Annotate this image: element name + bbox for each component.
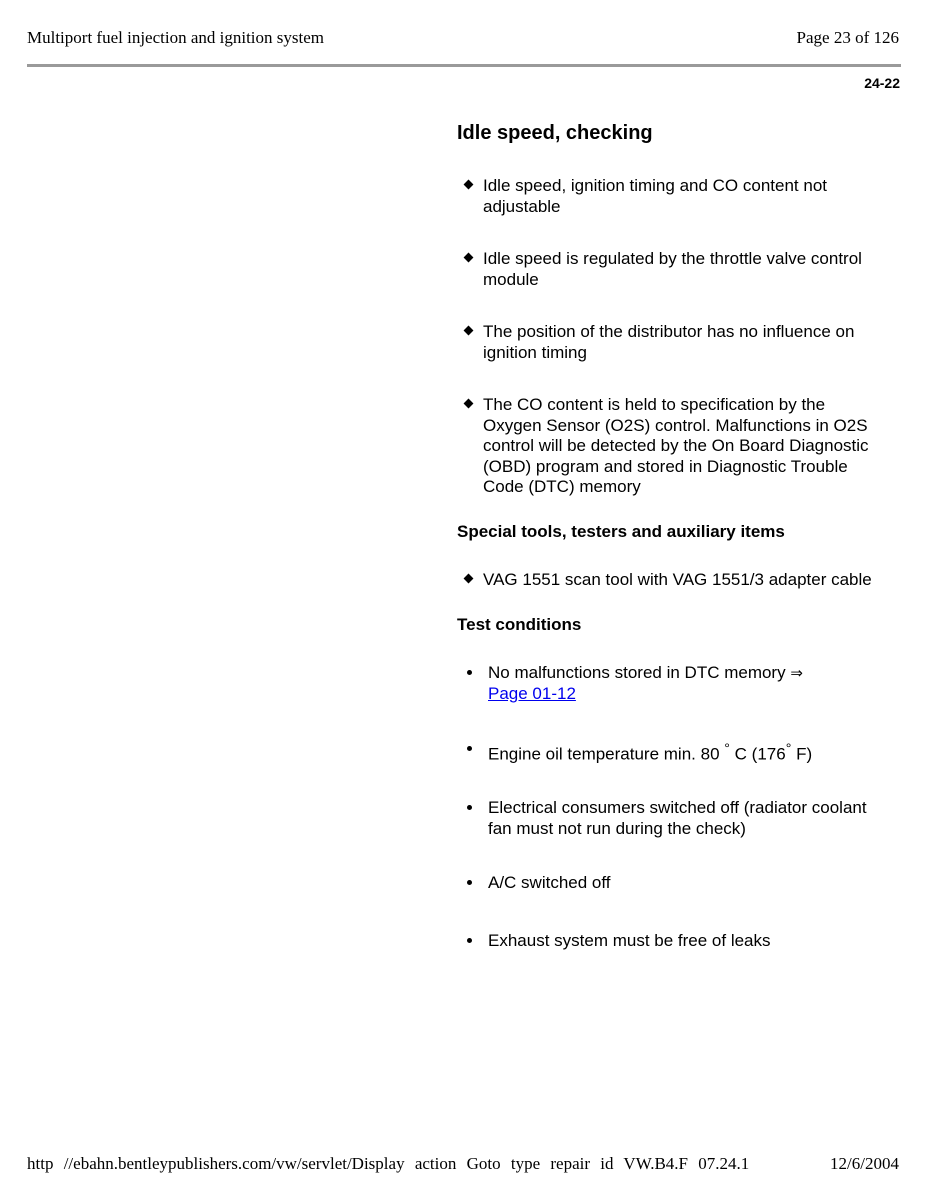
diamond-bullet-icon [464, 326, 474, 336]
list-item-text: VAG 1551 scan tool with VAG 1551/3 adapter cable [483, 570, 872, 589]
list-item-text: C (176 [734, 744, 786, 764]
arrow-right-icon: ⇒ [790, 664, 803, 682]
section-title: Idle speed, checking [457, 122, 653, 144]
list-item [457, 570, 877, 591]
page-link[interactable]: Page 01-12 [488, 683, 576, 703]
list-item-text: A/C switched off [488, 873, 611, 893]
list-item-text: No malfunctions stored in DTC memory [488, 663, 786, 682]
conditions-heading: Test conditions [457, 614, 582, 634]
source-url: http //ebahn.bentleypublishers.com/vw/servlet/Display action Goto type repair id VW.B4.F 07.24.1 [27, 1154, 750, 1173]
list-item-text: F) [796, 744, 813, 764]
page-indicator: Page 23 of 126 [796, 28, 899, 47]
page-code: 24-22 [864, 75, 900, 91]
diamond-bullet-icon [464, 180, 474, 190]
list-item-text: Idle speed is regulated by the throttle valve control module [483, 249, 862, 289]
bullet-icon [467, 938, 472, 943]
print-date: 12/6/2004 [830, 1154, 899, 1173]
list-item [457, 663, 877, 704]
diamond-bullet-icon [464, 574, 474, 584]
list-item-text: Exhaust system must be free of leaks [488, 930, 771, 950]
list-item [457, 873, 877, 894]
list-item-text: Idle speed, ignition timing and CO content not adjustable [483, 176, 827, 216]
degree-symbol: ° [785, 741, 792, 757]
list-item [457, 739, 877, 765]
list-item [457, 176, 877, 217]
list-item-text: Electrical consumers switched off (radiator coolant fan must not run during the check) [488, 798, 867, 838]
document-title: Multiport fuel injection and ignition system [27, 28, 324, 47]
bullet-icon [467, 746, 472, 751]
main-content [457, 120, 877, 951]
list-item-text: The CO content is held to specification by the Oxygen Sensor (O2S) control. Malfunctions in O2S control will be detected by the On Board Diagnostic (OBD) program and stored in Diagnostic Trouble Code (DTC) memory [483, 395, 869, 496]
bullet-icon [467, 670, 472, 675]
list-item [457, 322, 877, 363]
list-item [457, 249, 877, 290]
list-item-text: The position of the distributor has no influence on ignition timing [483, 322, 855, 362]
diamond-bullet-icon [464, 253, 474, 263]
list-item [457, 395, 877, 498]
header-divider [27, 64, 901, 67]
bullet-icon [467, 880, 472, 885]
list-item [457, 931, 877, 952]
degree-symbol: ° [724, 741, 730, 757]
list-item-text: Engine oil temperature min. 80 [488, 744, 720, 764]
bullet-icon [467, 805, 472, 810]
tools-heading: Special tools, testers and auxiliary items [457, 521, 785, 541]
page-footer [27, 1154, 899, 1174]
list-item [457, 798, 877, 839]
diamond-bullet-icon [464, 399, 474, 409]
